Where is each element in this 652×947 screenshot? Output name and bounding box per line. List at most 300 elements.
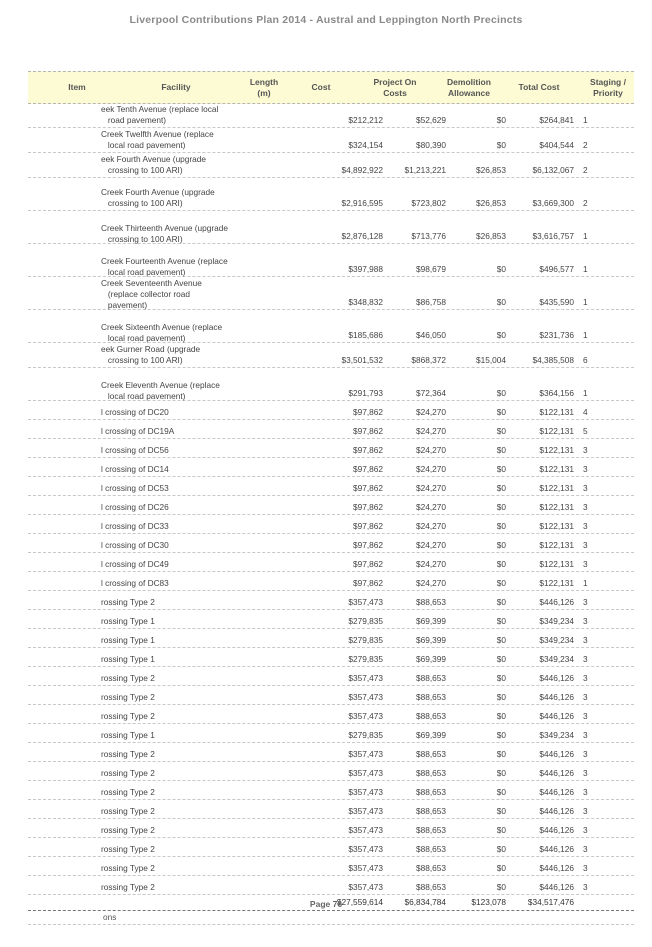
- total-cost-cell: $3,616,757: [532, 231, 574, 241]
- staging-cell: 3: [583, 635, 588, 645]
- facility-line: rossing Type 2: [101, 749, 155, 759]
- table-row: [28, 743, 634, 762]
- facility-line: l crossing of DC49: [101, 559, 169, 569]
- facility-line: l crossing of DC19A: [101, 426, 175, 436]
- col-project-on-costs: [362, 77, 428, 98]
- cost-cell: $357,473: [348, 768, 383, 778]
- staging-cell: 3: [583, 882, 588, 892]
- cost-cell: $357,473: [348, 711, 383, 721]
- project-on-costs-cell: $88,653: [416, 768, 446, 778]
- col-poc-line1: Project On: [373, 77, 417, 87]
- project-on-costs-cell: $88,653: [416, 673, 446, 683]
- cost-cell: $97,862: [353, 407, 383, 417]
- project-on-costs-cell: $88,653: [416, 749, 446, 759]
- col-demo-line2: Allowance: [447, 87, 491, 98]
- demolition-cell: $0: [496, 844, 506, 854]
- staging-cell: 3: [583, 768, 588, 778]
- total-cost-cell: $446,126: [539, 597, 574, 607]
- demolition-cell: $0: [496, 806, 506, 816]
- facility-cell: [101, 863, 155, 874]
- total-total-value: $34,517,476: [527, 897, 574, 907]
- project-on-costs-cell: $88,653: [416, 806, 446, 816]
- facility-line: [101, 212, 228, 223]
- total-cost-cell: $3,669,300: [532, 198, 574, 208]
- facility-line: eek Fourth Avenue (upgrade: [101, 154, 207, 164]
- project-on-costs-cell: $88,653: [416, 692, 446, 702]
- staging-cell: 3: [583, 483, 588, 493]
- table-row: [28, 762, 634, 781]
- facility-line: rossing Type 2: [101, 844, 155, 854]
- cost-cell: $97,862: [353, 445, 383, 455]
- project-on-costs-cell: $868,372: [411, 355, 446, 365]
- staging-cell: 2: [583, 198, 588, 208]
- facility-cell: [101, 578, 169, 589]
- demolition-cell: $0: [496, 464, 506, 474]
- cost-cell: $324,154: [348, 140, 383, 150]
- demolition-cell: $0: [496, 711, 506, 721]
- facility-cell: [101, 597, 155, 608]
- project-on-costs-cell: $88,653: [416, 882, 446, 892]
- total-cost-cell: $122,131: [539, 426, 574, 436]
- facility-cell: [101, 464, 169, 475]
- facility-line: rossing Type 1: [101, 654, 155, 664]
- facility-cell: [101, 104, 218, 126]
- project-on-costs-cell: $88,653: [416, 787, 446, 797]
- facility-cell: [101, 882, 155, 893]
- total-cost-cell: $446,126: [539, 749, 574, 759]
- total-cost-value: $27,559,614: [336, 897, 383, 907]
- facility-cell: [101, 768, 155, 779]
- total-cost-cell: $404,544: [539, 140, 574, 150]
- cost-cell: $357,473: [348, 844, 383, 854]
- table-row: [28, 705, 634, 724]
- cost-cell: $357,473: [348, 882, 383, 892]
- cost-cell: $348,832: [348, 297, 383, 307]
- cost-cell: $279,835: [348, 730, 383, 740]
- facility-line: crossing to 100 ARI): [101, 165, 183, 175]
- total-cost-cell: $446,126: [539, 863, 574, 873]
- total-cost-cell: $364,156: [539, 388, 574, 398]
- col-demolition: [436, 77, 502, 98]
- facility-cell: [101, 483, 169, 494]
- facility-cell: [101, 445, 169, 456]
- demolition-cell: $26,853: [476, 198, 506, 208]
- facility-line: [101, 369, 220, 380]
- total-cost-cell: $349,234: [539, 654, 574, 664]
- total-cost-cell: $6,132,067: [532, 165, 574, 175]
- col-staging-line2: Priority: [593, 87, 623, 98]
- cost-cell: $357,473: [348, 825, 383, 835]
- demolition-cell: $0: [496, 445, 506, 455]
- demolition-cell: $0: [496, 882, 506, 892]
- total-cost-cell: $349,234: [539, 730, 574, 740]
- facility-cell: [101, 129, 214, 151]
- col-staging-line1: Staging /: [590, 77, 626, 87]
- total-cost-cell: $446,126: [539, 882, 574, 892]
- facility-line: Creek Twelfth Avenue (replace: [101, 129, 214, 139]
- staging-cell: 3: [583, 464, 588, 474]
- project-on-costs-cell: $98,679: [416, 264, 446, 274]
- col-length: [236, 77, 292, 98]
- facility-cell: [101, 806, 155, 817]
- total-cost-cell: $264,841: [539, 115, 574, 125]
- total-cost-cell: $446,126: [539, 768, 574, 778]
- cost-cell: $279,835: [348, 654, 383, 664]
- staging-cell: 3: [583, 692, 588, 702]
- demolition-cell: $0: [496, 115, 506, 125]
- total-cost-cell: $122,131: [539, 559, 574, 569]
- total-cost-cell: $349,234: [539, 635, 574, 645]
- table-row: [28, 534, 634, 553]
- project-on-costs-cell: $69,399: [416, 616, 446, 626]
- cost-cell: $212,212: [348, 115, 383, 125]
- cost-cell: $97,862: [353, 540, 383, 550]
- demolition-cell: $0: [496, 787, 506, 797]
- project-on-costs-cell: $46,050: [416, 330, 446, 340]
- facility-line: Creek Thirteenth Avenue (upgrade: [101, 223, 228, 233]
- staging-cell: 1: [583, 578, 588, 588]
- total-divider: [28, 910, 634, 911]
- facility-line: rossing Type 2: [101, 711, 155, 721]
- cost-cell: $97,862: [353, 578, 383, 588]
- cost-cell: $279,835: [348, 616, 383, 626]
- facility-cell: [101, 187, 215, 209]
- facility-line: local road pavement): [101, 391, 186, 401]
- page-number: Page 76: [309, 899, 343, 909]
- cost-cell: $3,501,532: [341, 355, 383, 365]
- facility-line: Creek Eleventh Avenue (replace: [101, 380, 220, 390]
- project-on-costs-cell: $88,653: [416, 711, 446, 721]
- total-cost-cell: $122,131: [539, 407, 574, 417]
- project-on-costs-cell: $24,270: [416, 521, 446, 531]
- table-row: [28, 781, 634, 800]
- facility-line: pavement): [101, 300, 148, 310]
- cost-cell: $279,835: [348, 635, 383, 645]
- staging-cell: 3: [583, 787, 588, 797]
- table-row: [28, 724, 634, 743]
- facility-line: Creek Fourteenth Avenue (replace: [101, 256, 228, 266]
- total-cost-cell: $122,131: [539, 578, 574, 588]
- total-cost-cell: $446,126: [539, 806, 574, 816]
- total-cost-cell: $122,131: [539, 483, 574, 493]
- facility-line: rossing Type 2: [101, 863, 155, 873]
- total-cost-cell: $122,131: [539, 521, 574, 531]
- facility-cell: [101, 654, 155, 665]
- project-on-costs-cell: $69,399: [416, 654, 446, 664]
- demolition-cell: $0: [496, 521, 506, 531]
- cost-cell: $357,473: [348, 787, 383, 797]
- facility-cell: [101, 825, 155, 836]
- facility-line: (replace collector road: [101, 289, 191, 299]
- facility-line: l crossing of DC20: [101, 407, 169, 417]
- project-on-costs-cell: $88,653: [416, 863, 446, 873]
- facility-line: l crossing of DC26: [101, 502, 169, 512]
- facility-line: l crossing of DC83: [101, 578, 169, 588]
- demolition-cell: $26,853: [476, 231, 506, 241]
- total-cost-cell: $122,131: [539, 445, 574, 455]
- demolition-cell: $0: [496, 616, 506, 626]
- staging-cell: 4: [583, 407, 588, 417]
- project-on-costs-cell: $72,364: [416, 388, 446, 398]
- facility-line: [101, 245, 228, 256]
- staging-cell: 3: [583, 616, 588, 626]
- project-on-costs-cell: $24,270: [416, 578, 446, 588]
- demolition-cell: $0: [496, 730, 506, 740]
- facility-cell: [101, 673, 155, 684]
- facility-cell: [101, 616, 155, 627]
- table-row: [28, 838, 634, 857]
- project-on-costs-cell: $713,776: [411, 231, 446, 241]
- facility-cell: [101, 407, 169, 418]
- table-row: [28, 368, 634, 401]
- facility-line: l crossing of DC33: [101, 521, 169, 531]
- cost-cell: $97,862: [353, 483, 383, 493]
- col-facility: Facility: [161, 82, 191, 92]
- facility-cell: [101, 502, 169, 513]
- cost-cell: $357,473: [348, 749, 383, 759]
- facility-cell: [101, 344, 200, 366]
- facility-line: Creek Seventeenth Avenue: [101, 278, 202, 288]
- table-row: [28, 800, 634, 819]
- demolition-cell: $0: [496, 330, 506, 340]
- staging-cell: 1: [583, 330, 588, 340]
- table-row: [28, 648, 634, 667]
- table-row: [28, 477, 634, 496]
- col-item: Item: [68, 82, 86, 92]
- cost-cell: $97,862: [353, 426, 383, 436]
- col-poc-line2: Costs: [383, 87, 407, 98]
- table-row: [28, 610, 634, 629]
- col-total-cost: Total Cost: [518, 82, 560, 92]
- facility-cell: [101, 730, 155, 741]
- staging-cell: 3: [583, 540, 588, 550]
- cost-cell: $2,876,128: [341, 231, 383, 241]
- facility-cell: [101, 635, 155, 646]
- facility-line: l crossing of DC30: [101, 540, 169, 550]
- facility-line: rossing Type 2: [101, 882, 155, 892]
- staging-cell: 3: [583, 863, 588, 873]
- facility-cell: [101, 692, 155, 703]
- total-cost-cell: $231,736: [539, 330, 574, 340]
- facility-cell: [101, 540, 169, 551]
- facility-line: l crossing of DC56: [101, 445, 169, 455]
- project-on-costs-cell: $24,270: [416, 559, 446, 569]
- subtotal-label: ons: [103, 912, 117, 922]
- total-demo-value: $123,078: [471, 897, 506, 907]
- facility-cell: [101, 311, 222, 344]
- demolition-cell: $0: [496, 540, 506, 550]
- demolition-cell: $0: [496, 407, 506, 417]
- facility-line: eek Gurner Road (upgrade: [101, 344, 201, 354]
- demolition-cell: $0: [496, 654, 506, 664]
- table-row: [28, 211, 634, 244]
- staging-cell: 3: [583, 711, 588, 721]
- facility-cell: [101, 559, 169, 570]
- staging-cell: 1: [583, 264, 588, 274]
- facility-cell: [101, 844, 155, 855]
- demolition-cell: $0: [496, 825, 506, 835]
- col-length-line1: Length: [249, 77, 279, 87]
- staging-cell: 3: [583, 445, 588, 455]
- total-cost-cell: $446,126: [539, 787, 574, 797]
- project-on-costs-cell: $52,629: [416, 115, 446, 125]
- table-row: [28, 629, 634, 648]
- facility-cell: [101, 245, 228, 278]
- project-on-costs-cell: $88,653: [416, 825, 446, 835]
- table-row: [28, 153, 634, 178]
- table-row: [28, 343, 634, 368]
- col-demo-line1: Demolition: [447, 77, 491, 87]
- table-row: [28, 819, 634, 838]
- staging-cell: 3: [583, 521, 588, 531]
- staging-cell: 2: [583, 140, 588, 150]
- project-on-costs-cell: $24,270: [416, 540, 446, 550]
- cost-cell: $97,862: [353, 559, 383, 569]
- table-row: [28, 244, 634, 277]
- staging-cell: 1: [583, 231, 588, 241]
- demolition-cell: $26,853: [476, 165, 506, 175]
- table-row: [28, 496, 634, 515]
- cost-cell: $357,473: [348, 692, 383, 702]
- col-staging: [580, 77, 636, 98]
- facility-line: rossing Type 2: [101, 768, 155, 778]
- project-on-costs-cell: $24,270: [416, 445, 446, 455]
- demolition-cell: $0: [496, 559, 506, 569]
- facility-line: crossing to 100 ARI): [101, 234, 183, 244]
- cost-cell: $4,892,922: [341, 165, 383, 175]
- total-cost-cell: $446,126: [539, 673, 574, 683]
- staging-cell: 3: [583, 597, 588, 607]
- table-row: [28, 515, 634, 534]
- staging-cell: 1: [583, 115, 588, 125]
- facility-line: eek Tenth Avenue (replace local: [101, 104, 219, 114]
- total-poc-value: $6,834,784: [404, 897, 446, 907]
- facility-cell: [101, 212, 228, 245]
- project-on-costs-cell: $88,653: [416, 844, 446, 854]
- total-cost-cell: $122,131: [539, 502, 574, 512]
- facility-line: road pavement): [101, 115, 167, 125]
- demolition-cell: $15,004: [476, 355, 506, 365]
- facility-line: local road pavement): [101, 140, 186, 150]
- project-on-costs-cell: $69,399: [416, 730, 446, 740]
- total-cost-cell: $122,131: [539, 540, 574, 550]
- demolition-cell: $0: [496, 673, 506, 683]
- total-cost-cell: $4,385,508: [532, 355, 574, 365]
- total-cost-cell: $122,131: [539, 464, 574, 474]
- demolition-cell: $0: [496, 692, 506, 702]
- facility-line: rossing Type 1: [101, 635, 155, 645]
- staging-cell: 3: [583, 502, 588, 512]
- cost-cell: $357,473: [348, 863, 383, 873]
- demolition-cell: $0: [496, 749, 506, 759]
- facility-cell: [101, 154, 206, 176]
- project-on-costs-cell: $723,802: [411, 198, 446, 208]
- facility-cell: [101, 426, 174, 437]
- total-cost-cell: $446,126: [539, 711, 574, 721]
- demolition-cell: $0: [496, 768, 506, 778]
- cost-cell: $185,686: [348, 330, 383, 340]
- total-cost-cell: $446,126: [539, 825, 574, 835]
- facility-line: l crossing of DC53: [101, 483, 169, 493]
- demolition-cell: $0: [496, 426, 506, 436]
- demolition-cell: $0: [496, 863, 506, 873]
- project-on-costs-cell: $69,399: [416, 635, 446, 645]
- cost-table-body: [28, 103, 634, 895]
- facility-cell: [101, 749, 155, 760]
- facility-line: l crossing of DC14: [101, 464, 169, 474]
- demolition-cell: $0: [496, 597, 506, 607]
- facility-line: rossing Type 1: [101, 730, 155, 740]
- facility-line: rossing Type 1: [101, 616, 155, 626]
- total-cost-cell: $496,577: [539, 264, 574, 274]
- demolition-cell: $0: [496, 297, 506, 307]
- staging-cell: 3: [583, 673, 588, 683]
- project-on-costs-cell: $24,270: [416, 464, 446, 474]
- table-row: [28, 458, 634, 477]
- cost-cell: $2,916,595: [341, 198, 383, 208]
- cost-cell: $357,473: [348, 673, 383, 683]
- table-header: [28, 71, 634, 104]
- staging-cell: 5: [583, 426, 588, 436]
- staging-cell: 3: [583, 825, 588, 835]
- project-on-costs-cell: $1,213,221: [404, 165, 446, 175]
- facility-line: Creek Fourth Avenue (upgrade: [101, 187, 215, 197]
- cost-cell: $357,473: [348, 806, 383, 816]
- demolition-cell: $0: [496, 264, 506, 274]
- project-on-costs-cell: $24,270: [416, 502, 446, 512]
- project-on-costs-cell: $80,390: [416, 140, 446, 150]
- facility-line: crossing to 100 ARI): [101, 355, 183, 365]
- facility-line: rossing Type 2: [101, 787, 155, 797]
- staging-cell: 3: [583, 730, 588, 740]
- table-row: [28, 439, 634, 458]
- cost-cell: $291,793: [348, 388, 383, 398]
- staging-cell: 3: [583, 654, 588, 664]
- table-row: [28, 401, 634, 420]
- staging-cell: 6: [583, 355, 588, 365]
- table-row: [28, 310, 634, 343]
- facility-line: rossing Type 2: [101, 597, 155, 607]
- table-row: [28, 857, 634, 876]
- staging-cell: 3: [583, 559, 588, 569]
- table-row: [28, 591, 634, 610]
- subtotal-row: [28, 912, 634, 925]
- table-row: [28, 103, 634, 128]
- staging-cell: 1: [583, 388, 588, 398]
- facility-cell: [101, 521, 169, 532]
- project-on-costs-cell: $24,270: [416, 426, 446, 436]
- cost-cell: $97,862: [353, 502, 383, 512]
- demolition-cell: $0: [496, 502, 506, 512]
- total-cost-cell: $349,234: [539, 616, 574, 626]
- staging-cell: 3: [583, 806, 588, 816]
- facility-line: Creek Sixteenth Avenue (replace: [101, 322, 223, 332]
- staging-cell: 1: [583, 297, 588, 307]
- cost-cell: $97,862: [353, 464, 383, 474]
- total-cost-cell: $435,590: [539, 297, 574, 307]
- staging-cell: 2: [583, 165, 588, 175]
- facility-line: crossing to 100 ARI): [101, 198, 183, 208]
- project-on-costs-cell: $86,758: [416, 297, 446, 307]
- facility-cell: [101, 711, 155, 722]
- demolition-cell: $0: [496, 388, 506, 398]
- document-title: Liverpool Contributions Plan 2014 - Austral and Leppington North Precincts: [129, 14, 523, 26]
- col-cost: Cost: [311, 82, 331, 92]
- project-on-costs-cell: $88,653: [416, 597, 446, 607]
- demolition-cell: $0: [496, 635, 506, 645]
- staging-cell: 3: [583, 749, 588, 759]
- table-row: [28, 876, 634, 895]
